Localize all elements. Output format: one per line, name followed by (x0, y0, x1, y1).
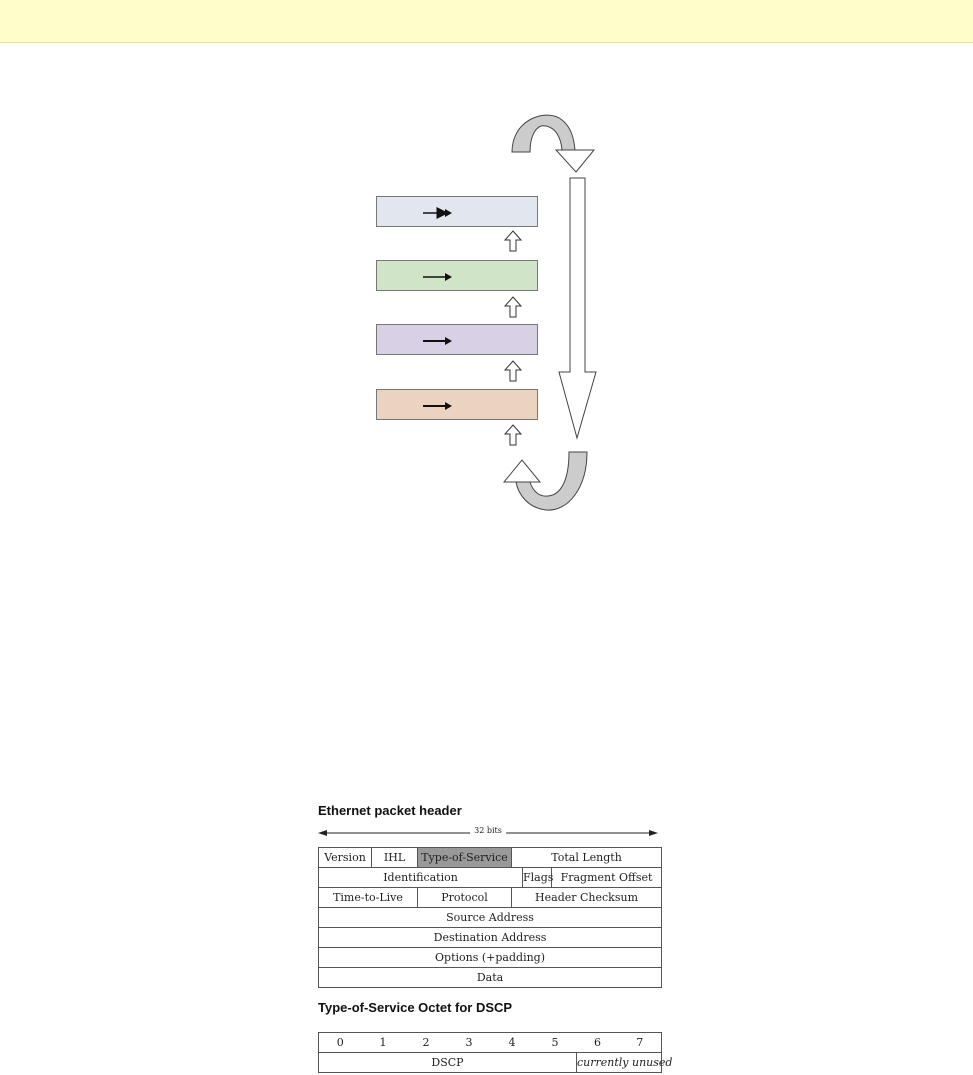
right-arrow-icon (423, 272, 453, 282)
bit-number-cell: 7 (619, 1033, 662, 1053)
right-arrow-icon (423, 336, 453, 346)
header-field-cell: Protocol (418, 888, 512, 908)
tos-field-cell: DSCP (319, 1053, 577, 1073)
table-row (319, 868, 662, 888)
bit-number-cell: 2 (405, 1033, 448, 1053)
bit-number-cell: 5 (534, 1033, 577, 1053)
layer-box-3 (376, 324, 538, 355)
header-field-cell: Data (319, 968, 662, 988)
table-row (319, 888, 662, 908)
hollow-up-arrow-icon (504, 296, 522, 318)
bit-width-label: 32 bits (470, 826, 506, 835)
bit-number-cell: 3 (448, 1033, 491, 1053)
layer-box-4 (376, 389, 538, 420)
header-field-cell: Total Length (512, 848, 662, 868)
header-field-cell: Destination Address (319, 928, 662, 948)
table-row (319, 948, 662, 968)
bit-number-row (319, 1033, 662, 1053)
header-field-cell: Time-to-Live (319, 888, 418, 908)
right-arrow-icon (423, 208, 453, 218)
bit-number-cell: 0 (319, 1033, 362, 1053)
tos-octet-table (318, 1032, 673, 1073)
header-field-cell: Type-of-Service (418, 848, 512, 868)
header-field-cell: Options (+padding) (319, 948, 662, 968)
header-field-cell: Fragment Offset (552, 868, 662, 888)
field-row (319, 1053, 662, 1073)
width-indicator (318, 826, 658, 840)
bit-number-cell: 6 (577, 1033, 619, 1053)
bottom-loop-arrow-icon (504, 452, 587, 510)
bit-number-cell: 1 (362, 1033, 405, 1053)
ip-header-table (318, 847, 662, 988)
header-field-cell: Identification (319, 868, 523, 888)
top-loop-arrow-icon (512, 115, 594, 172)
layer-box-1 (376, 196, 538, 227)
table-row (319, 928, 662, 948)
table-row (319, 908, 662, 928)
descent-down-arrow-icon (559, 178, 596, 438)
header-field-cell: IHL (372, 848, 418, 868)
bit-number-cell: 4 (491, 1033, 534, 1053)
hollow-up-arrow-icon (504, 360, 522, 382)
hollow-up-arrow-icon (504, 424, 522, 446)
table-row (319, 848, 662, 868)
tos-octet-title: Type-of-Service Octet for DSCP (318, 1000, 513, 1015)
right-arrow-icon (423, 401, 453, 411)
header-field-cell: Version (319, 848, 372, 868)
header-field-cell: Header Checksum (512, 888, 662, 908)
header-field-cell: Flags (523, 868, 552, 888)
layer-box-2 (376, 260, 538, 291)
table-row (319, 968, 662, 988)
tos-field-cell: currently unused (577, 1053, 662, 1073)
header-field-cell: Source Address (319, 908, 662, 928)
hollow-up-arrow-icon (504, 230, 522, 252)
ip-header-title: Ethernet packet header (318, 803, 462, 818)
